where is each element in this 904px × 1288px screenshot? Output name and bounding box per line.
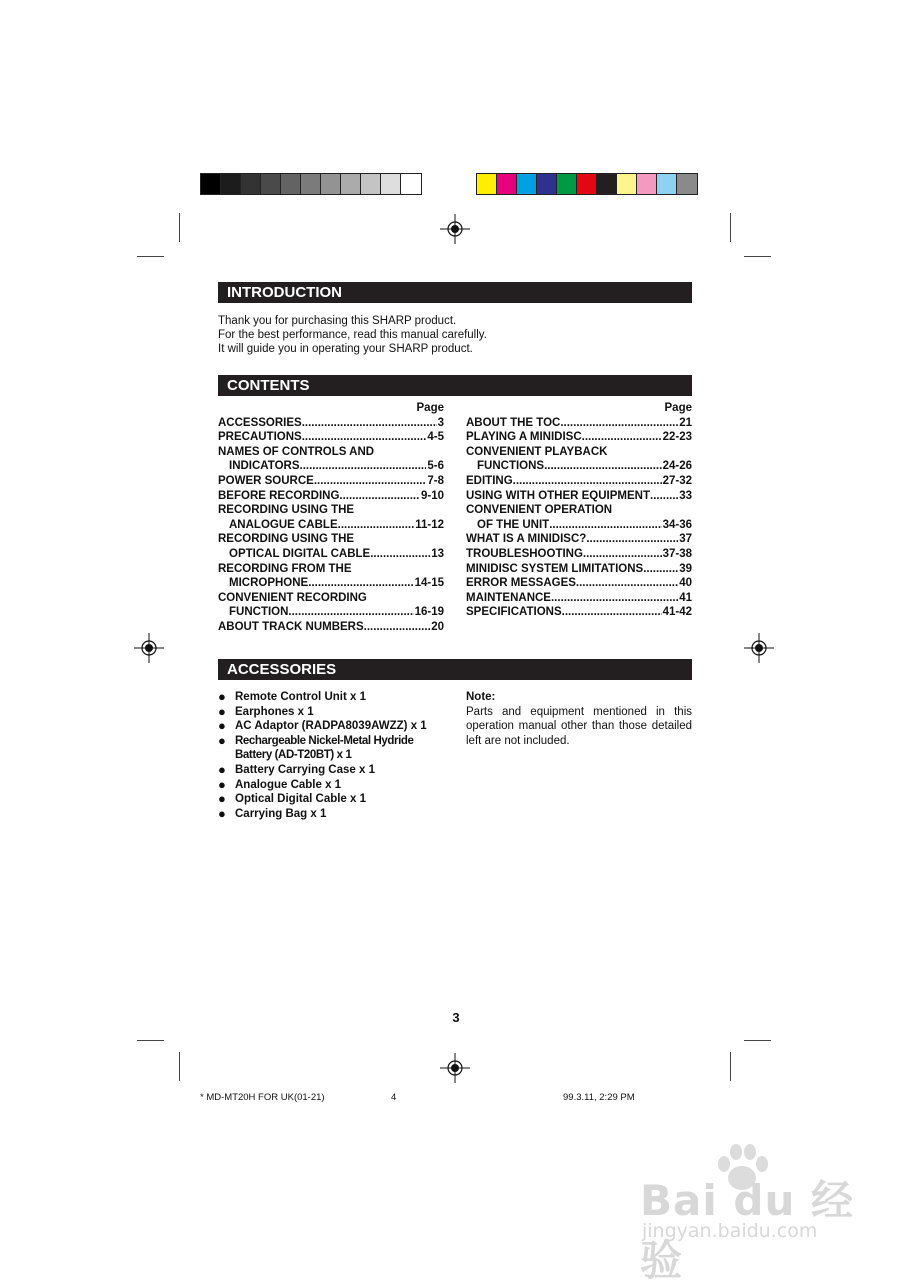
toc-entry	[466, 489, 692, 504]
crop-mark	[730, 1052, 731, 1081]
bullet-icon: ●	[218, 689, 226, 704]
intro-line: It will guide you in operating your SHARP product.	[218, 343, 473, 355]
toc-entry-page: 16-19	[414, 606, 444, 619]
toc-entry	[466, 605, 692, 620]
toc-leader-dots	[544, 459, 661, 474]
toc-leader-dots	[339, 489, 420, 504]
toc-entry-page: 22-23	[662, 431, 692, 444]
toc-entry-title: EDITING	[466, 474, 513, 487]
watermark-url: jingyan.baidu.com	[642, 1220, 818, 1242]
toc-entry-page: 7-8	[427, 474, 444, 487]
toc-entry	[466, 591, 692, 606]
crop-mark	[744, 1040, 771, 1041]
toc-entry	[218, 459, 444, 474]
toc-entry-page: 40	[679, 577, 692, 590]
toc-entry-title: OPTICAL DIGITAL CABLE	[229, 547, 371, 560]
toc-entry	[218, 547, 444, 562]
toc-entry-page: 33	[679, 489, 692, 502]
accessory-item	[218, 690, 458, 705]
accessory-item	[218, 719, 458, 734]
toc-entry-title: MICROPHONE	[229, 577, 309, 590]
accessory-label: Battery Carrying Case x 1	[235, 763, 375, 776]
toc-entry-page: 20	[431, 620, 444, 633]
toc-entry-page: 3	[437, 416, 444, 429]
toc-entry-title: SPECIFICATIONS	[466, 606, 562, 619]
toc-entry-title: MAINTENANCE	[466, 591, 551, 604]
toc-entry-page: 11-12	[415, 518, 444, 531]
toc-leader-dots	[586, 532, 678, 547]
accessory-label: Carrying Bag x 1	[235, 807, 327, 820]
watermark-brand: Bai du 经验	[640, 1176, 854, 1285]
footer-sheet-number: 4	[391, 1092, 397, 1103]
bullet-icon: ●	[218, 805, 226, 821]
accessory-item	[218, 763, 458, 778]
toc-entry	[218, 416, 444, 431]
footer-file-name: * MD-MT20H FOR UK(01-21)	[200, 1092, 325, 1103]
toc-entry-title: FUNCTION	[229, 606, 289, 619]
bullet-icon: ●	[218, 776, 226, 792]
calibration-swatch	[221, 174, 241, 194]
toc-entry	[466, 532, 692, 547]
toc-entry-page: 9-10	[420, 489, 444, 502]
toc-leader-dots	[300, 459, 427, 474]
toc-entry-title: TROUBLESHOOTING	[466, 547, 583, 560]
registration-mark-icon	[134, 633, 164, 663]
registration-mark-icon	[440, 1053, 470, 1083]
accessory-item	[218, 807, 458, 822]
registration-mark-icon	[744, 633, 774, 663]
toc-entry-title: OF THE UNIT	[477, 518, 550, 531]
toc-leader-dots	[302, 416, 437, 431]
calibration-swatch	[241, 174, 261, 194]
baidu-watermark	[640, 1140, 870, 1285]
toc-entry	[466, 562, 692, 577]
toc-entry-title: PRECAUTIONS	[218, 431, 302, 444]
toc-entry-title: ABOUT THE TOC	[466, 416, 561, 429]
bullet-icon: ●	[218, 791, 226, 807]
note-body: Parts and equipment mentioned in this operation manual other than those detailed left are not included.	[466, 705, 692, 747]
bullet-icon: ●	[218, 761, 226, 777]
toc-entry	[466, 474, 692, 489]
accessory-label: Earphones x 1	[235, 705, 314, 718]
crop-mark	[179, 213, 180, 242]
toc-leader-dots	[338, 518, 415, 533]
toc-leader-dots	[370, 547, 430, 562]
calibration-swatch	[321, 174, 341, 194]
toc-entry-title: ACCESSORIES	[218, 416, 302, 429]
calibration-swatch	[577, 174, 597, 194]
contents-heading: CONTENTS	[218, 375, 692, 396]
toc-entry-title: MINIDISC SYSTEM LIMITATIONS	[466, 562, 644, 575]
toc-entry	[466, 518, 692, 533]
bullet-icon: ●	[218, 703, 226, 719]
accessory-item	[218, 778, 458, 793]
toc-entry-page: 14-15	[414, 577, 444, 590]
toc-entry	[218, 620, 444, 635]
toc-entry	[466, 459, 692, 474]
toc-entry	[466, 416, 692, 431]
toc-leader-dots	[560, 416, 678, 431]
accessories-heading: ACCESSORIES	[218, 659, 692, 680]
bullet-icon: ●	[218, 732, 226, 748]
toc-entry-page: 13	[431, 547, 444, 560]
toc-page-label: Page	[664, 402, 692, 414]
toc-entry-page: 41-42	[662, 606, 692, 619]
calibration-swatch	[617, 174, 637, 194]
page-number: 3	[452, 1010, 460, 1025]
toc-leader-dots	[513, 474, 662, 489]
calibration-swatch	[401, 174, 421, 194]
calibration-swatch	[381, 174, 401, 194]
registration-mark-icon	[440, 214, 470, 244]
toc-entry	[218, 518, 444, 533]
toc-leader-dots	[562, 605, 662, 620]
toc-entry-page: 41	[679, 591, 692, 604]
toc-leader-dots	[643, 562, 678, 577]
calibration-swatch	[497, 174, 517, 194]
toc-entry: CONVENIENT RECORDING	[218, 591, 367, 604]
toc-leader-dots	[551, 591, 678, 606]
toc-left-column	[218, 401, 444, 635]
toc-entry-page: 37	[679, 533, 692, 546]
grayscale-calibration-bar	[200, 173, 422, 195]
toc-entry-page: 21	[679, 416, 692, 429]
toc-leader-dots	[314, 474, 427, 489]
accessory-item	[218, 792, 458, 807]
footer-timestamp: 99.3.11, 2:29 PM	[563, 1092, 635, 1103]
crop-mark	[179, 1052, 180, 1081]
accessory-label: Analogue Cable x 1	[235, 778, 342, 791]
toc-entry	[218, 489, 444, 504]
accessories-list	[218, 690, 458, 821]
toc-entry	[218, 430, 444, 445]
calibration-swatch	[677, 174, 697, 194]
calibration-swatch	[201, 174, 221, 194]
toc-entry-title: WHAT IS A MINIDISC?	[466, 533, 587, 546]
toc-leader-dots	[650, 489, 678, 504]
toc-entry-page: 27-32	[662, 474, 692, 487]
introduction-text	[218, 314, 487, 356]
calibration-swatch	[657, 174, 677, 194]
toc-entry: CONVENIENT OPERATION	[466, 504, 613, 517]
calibration-swatch	[361, 174, 381, 194]
toc-entry-page: 39	[679, 562, 692, 575]
toc-entry-title: BEFORE RECORDING	[218, 489, 340, 502]
accessory-item	[218, 705, 458, 720]
toc-entry: RECORDING USING THE	[218, 533, 355, 546]
toc-entry-title: INDICATORS	[229, 460, 300, 473]
toc-entry-title: PLAYING A MINIDISC	[466, 431, 582, 444]
toc-entry	[466, 576, 692, 591]
note-title: Note:	[466, 691, 496, 703]
calibration-swatch	[477, 174, 497, 194]
accessory-label: Optical Digital Cable x 1	[235, 793, 367, 806]
calibration-swatch	[597, 174, 617, 194]
intro-line: Thank you for purchasing this SHARP product.	[218, 315, 457, 327]
toc-entry-title: USING WITH OTHER EQUIPMENT	[466, 489, 650, 502]
color-calibration-bar	[476, 173, 698, 195]
crop-mark	[137, 1040, 164, 1041]
toc-leader-dots	[549, 518, 661, 533]
calibration-swatch	[301, 174, 321, 194]
toc-leader-dots	[288, 605, 413, 620]
accessory-label: Battery (AD-T20BT) x 1	[235, 749, 352, 762]
toc-page-label: Page	[416, 402, 444, 414]
toc-entry-page: 37-38	[662, 547, 692, 560]
calibration-swatch	[637, 174, 657, 194]
toc-entry-page: 34-36	[662, 518, 692, 531]
accessory-label: Remote Control Unit x 1	[235, 691, 366, 703]
calibration-swatch	[281, 174, 301, 194]
toc-entry-page: 4-5	[427, 431, 444, 444]
toc-leader-dots	[576, 576, 678, 591]
toc-entry: CONVENIENT PLAYBACK	[466, 445, 608, 458]
toc-leader-dots	[582, 430, 662, 445]
bullet-icon: ●	[218, 718, 226, 734]
calibration-swatch	[557, 174, 577, 194]
crop-mark	[744, 256, 771, 257]
toc-entry-title: POWER SOURCE	[218, 474, 314, 487]
toc-right-column	[466, 401, 692, 620]
accessories-note	[466, 690, 692, 748]
toc-entry: NAMES OF CONTROLS AND	[218, 445, 375, 458]
toc-entry-page: 24-26	[662, 460, 692, 473]
intro-line: For the best performance, read this manual carefully.	[218, 329, 487, 341]
toc-entry-title: FUNCTIONS	[477, 460, 545, 473]
accessory-label: AC Adaptor (RADPA8039AWZZ) x 1	[235, 720, 427, 733]
toc-leader-dots	[364, 620, 431, 635]
toc-entry-title: ABOUT TRACK NUMBERS	[218, 620, 364, 633]
toc-leader-dots	[302, 430, 427, 445]
toc-entry	[218, 605, 444, 620]
crop-mark	[137, 256, 164, 257]
toc-entry: RECORDING FROM THE	[218, 562, 352, 575]
toc-leader-dots	[583, 547, 662, 562]
accessory-label: Rechargeable Nickel-Metal Hydride	[235, 734, 414, 747]
calibration-swatch	[517, 174, 537, 194]
calibration-swatch	[537, 174, 557, 194]
toc-entry-title: ERROR MESSAGES	[466, 577, 576, 590]
accessory-item	[218, 734, 458, 763]
toc-entry	[218, 474, 444, 489]
toc-entry	[466, 430, 692, 445]
toc-entry	[218, 576, 444, 591]
toc-entry	[466, 547, 692, 562]
toc-entry-title: ANALOGUE CABLE	[229, 518, 338, 531]
calibration-swatch	[341, 174, 361, 194]
introduction-heading: INTRODUCTION	[218, 282, 692, 303]
toc-leader-dots	[308, 576, 413, 591]
toc-entry: RECORDING USING THE	[218, 504, 355, 517]
crop-mark	[730, 213, 731, 242]
toc-entry-page: 5-6	[427, 460, 444, 473]
calibration-swatch	[261, 174, 281, 194]
